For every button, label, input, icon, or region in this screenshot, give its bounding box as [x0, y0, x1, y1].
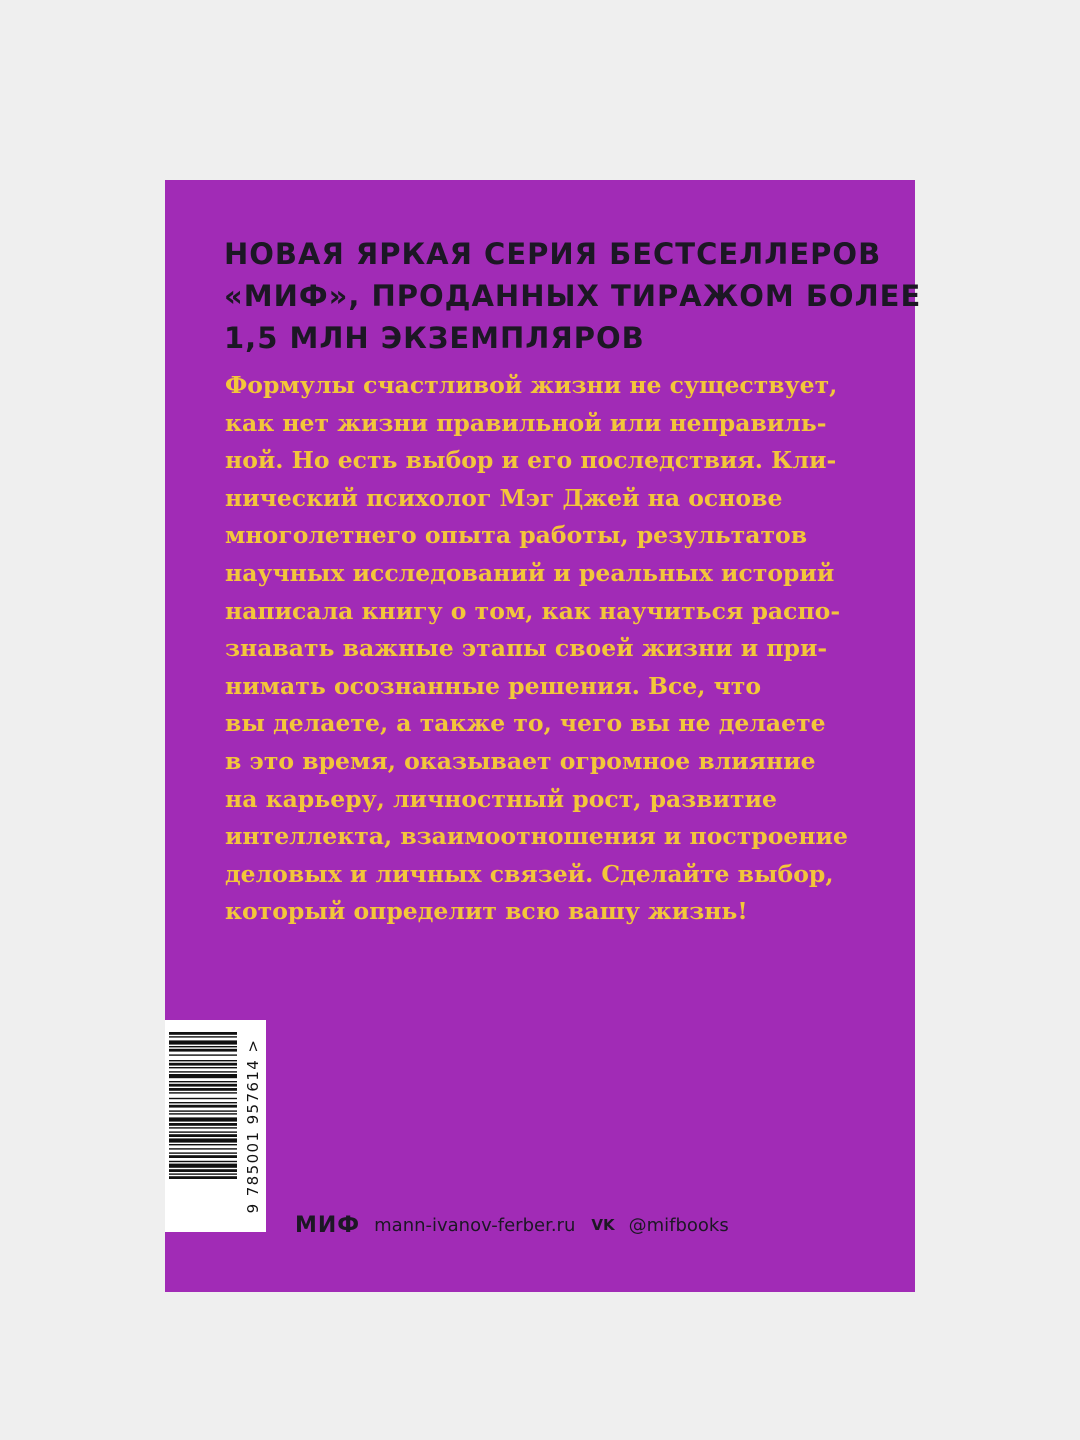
barcode-bar — [169, 1134, 237, 1137]
barcode-bar — [169, 1144, 237, 1145]
barcode-bar — [169, 1071, 237, 1072]
headline-line: «МИФ», ПРОДАННЫХ ТИРАЖОМ БОЛЕЕ — [224, 279, 922, 313]
barcode-bar — [169, 1067, 237, 1068]
description-line: ной. Но есть выбор и его последствия. Кли- — [225, 446, 837, 475]
description-line: вы делаете, а также то, чего вы не делаете — [225, 709, 826, 738]
barcode-bar — [169, 1088, 237, 1091]
description-line: на карьеру, личностный рост, развитие — [225, 784, 777, 813]
barcode-bar — [169, 1164, 237, 1168]
description-line: научных исследований и реальных историй — [225, 558, 835, 587]
description-line: как нет жизни правильной или неправиль- — [225, 408, 827, 437]
barcode-bar — [169, 1105, 237, 1108]
description-line: интеллекта, взаимоотношения и построение — [225, 822, 848, 851]
barcode-bar — [169, 1049, 237, 1052]
description-line: который определит всю вашу жизнь! — [225, 897, 748, 926]
barcode-bar — [169, 1127, 237, 1128]
headline-line: 1,5 МЛН ЭКЗЕМПЛЯРОВ — [224, 321, 645, 355]
description-line: написала книгу о том, как научиться распо- — [225, 596, 841, 625]
barcode-bar — [169, 1063, 237, 1066]
barcode-bar — [169, 1054, 237, 1055]
barcode-bar — [169, 1169, 237, 1172]
barcode-bar — [169, 1046, 237, 1047]
description-line: в это время, оказывает огромное влияние — [225, 746, 816, 775]
barcode-bar — [169, 1131, 237, 1132]
barcode-bar — [169, 1176, 237, 1179]
description-line: знавать важные этапы своей жизни и при- — [225, 634, 828, 663]
description-line: многолетнего опыта работы, результатов — [225, 521, 808, 550]
vk-icon: VK — [591, 1216, 615, 1234]
barcode-bar — [169, 1155, 237, 1158]
book-back-cover — [165, 180, 922, 1292]
barcode-bar — [169, 1161, 237, 1162]
barcode-bar — [169, 1032, 237, 1035]
barcode-bar — [169, 1081, 237, 1082]
publisher-footer — [295, 1210, 729, 1240]
description-line: нимать осознанные решения. Все, что — [225, 671, 762, 700]
publisher-website: mann-ivanov-ferber.ru — [374, 1214, 576, 1236]
barcode-bar — [169, 1036, 237, 1037]
barcode-bar — [169, 1117, 237, 1121]
headline-line: НОВАЯ ЯРКАЯ СЕРИЯ БЕСТСЕЛЛЕРОВ — [224, 237, 882, 271]
barcode-bar — [169, 1113, 237, 1114]
barcode-bar — [169, 1098, 237, 1099]
barcode-bar — [169, 1138, 237, 1142]
barcode-bar — [169, 1110, 237, 1111]
publisher-logo: МИФ — [295, 1212, 361, 1238]
barcode-bar — [169, 1148, 237, 1149]
barcode-bar — [169, 1173, 237, 1174]
barcode-bar — [169, 1040, 237, 1044]
barcode-bars — [165, 1020, 243, 1232]
barcode-bar — [169, 1123, 237, 1126]
isbn-barcode — [165, 1020, 266, 1232]
barcode-bar — [169, 1060, 237, 1061]
description-line: Формулы счастливой жизни не существует, — [225, 371, 838, 399]
description-line: нический психолог Мэг Джей на основе — [225, 483, 783, 512]
barcode-bar — [169, 1084, 237, 1087]
description-line: деловых и личных связей. Сделайте выбор, — [225, 859, 834, 888]
barcode-bar — [169, 1102, 237, 1103]
social-handle: @mifbooks — [628, 1214, 729, 1236]
barcode-number: 9 785001 957614 > — [244, 1038, 262, 1214]
barcode-bar — [169, 1152, 237, 1153]
barcode-digits — [243, 1026, 263, 1226]
book-description — [225, 367, 905, 931]
series-headline — [224, 233, 922, 359]
barcode-bar — [169, 1074, 237, 1078]
barcode-bar — [169, 1092, 237, 1093]
